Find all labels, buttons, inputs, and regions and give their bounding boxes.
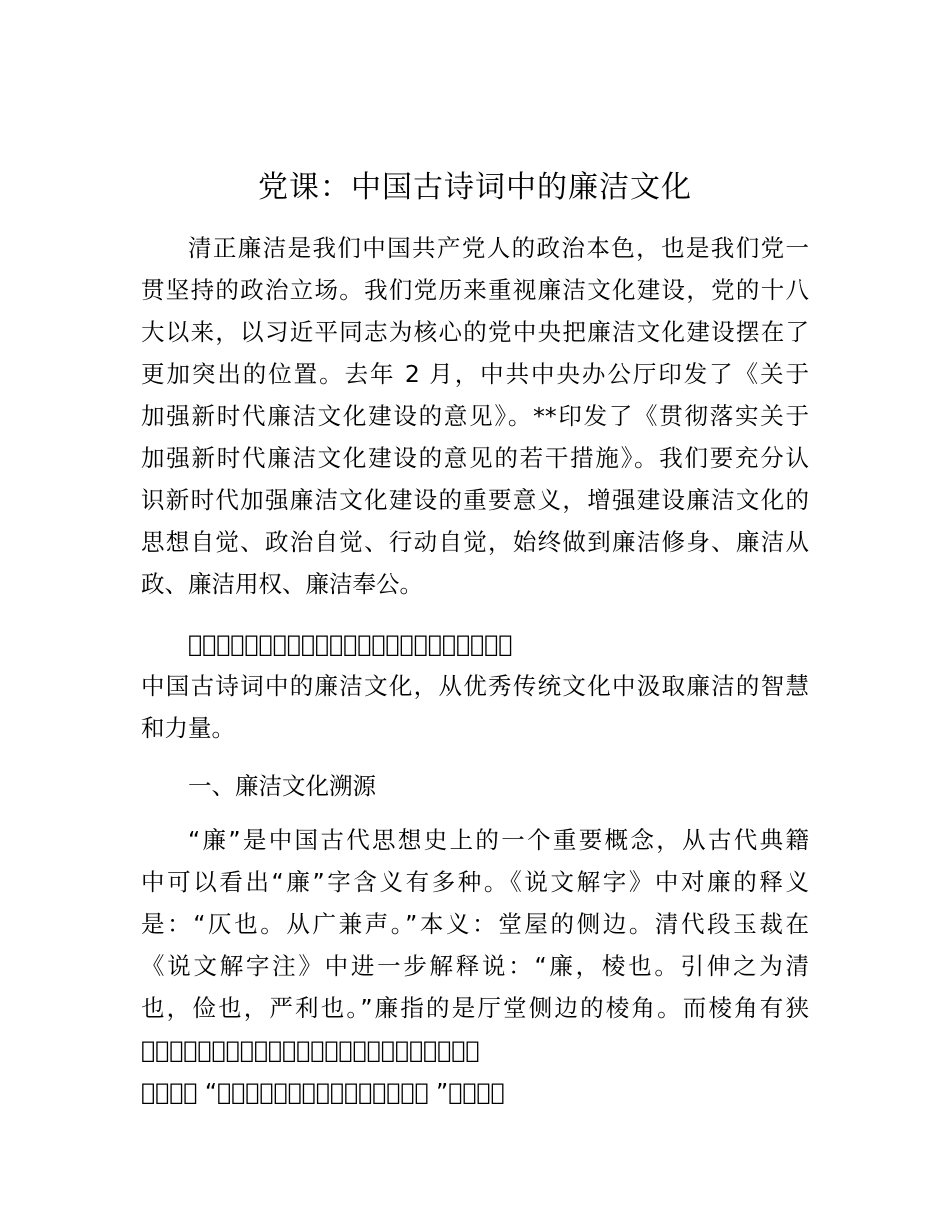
text-line-missing-glyphs: 􀀀􀀀􀀀􀀀􀀀􀀀􀀀􀀀􀀀􀀀􀀀􀀀􀀀􀀀􀀀􀀀􀀀􀀀􀀀􀀀􀀀􀀀􀀀􀀀 <box>141 1036 480 1064</box>
text-line: 也，俭也，严利也。”廉指的是厅堂侧边的棱角。而棱角有狭 <box>141 994 809 1022</box>
text-line: 中可以看出“廉”字含义有多种。《说文解字》中对廉的释义 <box>141 868 809 896</box>
text-line: 中国古诗词中的廉洁文化，从优秀传统文化中汲取廉洁的智慧 <box>141 672 809 700</box>
text-line: 大以来，以习近平同志为核心的党中央把廉洁文化建设摆在了 <box>141 318 809 346</box>
text-line: 政、廉洁用权、廉洁奉公。 <box>141 570 423 598</box>
text-line: 是：“仄也。从广兼声。”本义：堂屋的侧边。清代段玉裁在 <box>141 910 809 938</box>
text-line: 思想自觉、政治自觉、行动自觉，始终做到廉洁修身、廉洁从 <box>141 528 809 556</box>
text-line-missing-glyphs: 􀀀􀀀􀀀􀀀􀀀􀀀􀀀􀀀􀀀􀀀􀀀􀀀􀀀􀀀􀀀􀀀􀀀􀀀􀀀􀀀􀀀􀀀􀀀 <box>188 630 513 658</box>
text-line: 清正廉洁是我们中国共产党人的政治本色，也是我们党一 <box>188 234 809 262</box>
text-line: “廉”是中国古代思想史上的一个重要概念，从古代典籍 <box>188 826 809 854</box>
text-line: 和力量。 <box>141 714 235 742</box>
text-line: 《说文解字注》中进一步解释说：“廉，棱也。引伸之为清 <box>141 952 809 980</box>
text-line-missing-glyphs: 􀀀􀀀􀀀􀀀 “􀀀􀀀􀀀􀀀􀀀􀀀􀀀􀀀􀀀􀀀􀀀􀀀􀀀􀀀􀀀 ”􀀀􀀀􀀀􀀀 <box>141 1078 505 1106</box>
text-line: 贯坚持的政治立场。我们党历来重视廉洁文化建设，党的十八 <box>141 276 809 304</box>
page-title: 党课：中国古诗词中的廉洁文化 <box>258 170 692 205</box>
text-line: 加强新时代廉洁文化建设的意见》。**印发了《贯彻落实关于 <box>141 402 809 430</box>
text-line: 识新时代加强廉洁文化建设的重要意义，增强建设廉洁文化的 <box>141 486 809 514</box>
text-line: 加强新时代廉洁文化建设的意见的若干措施》。我们要充分认 <box>141 444 809 472</box>
text-line: 更加突出的位置。去年 2 月，中共中央办公厅印发了《关于 <box>141 360 809 388</box>
section-heading: 一、廉洁文化溯源 <box>188 772 376 800</box>
